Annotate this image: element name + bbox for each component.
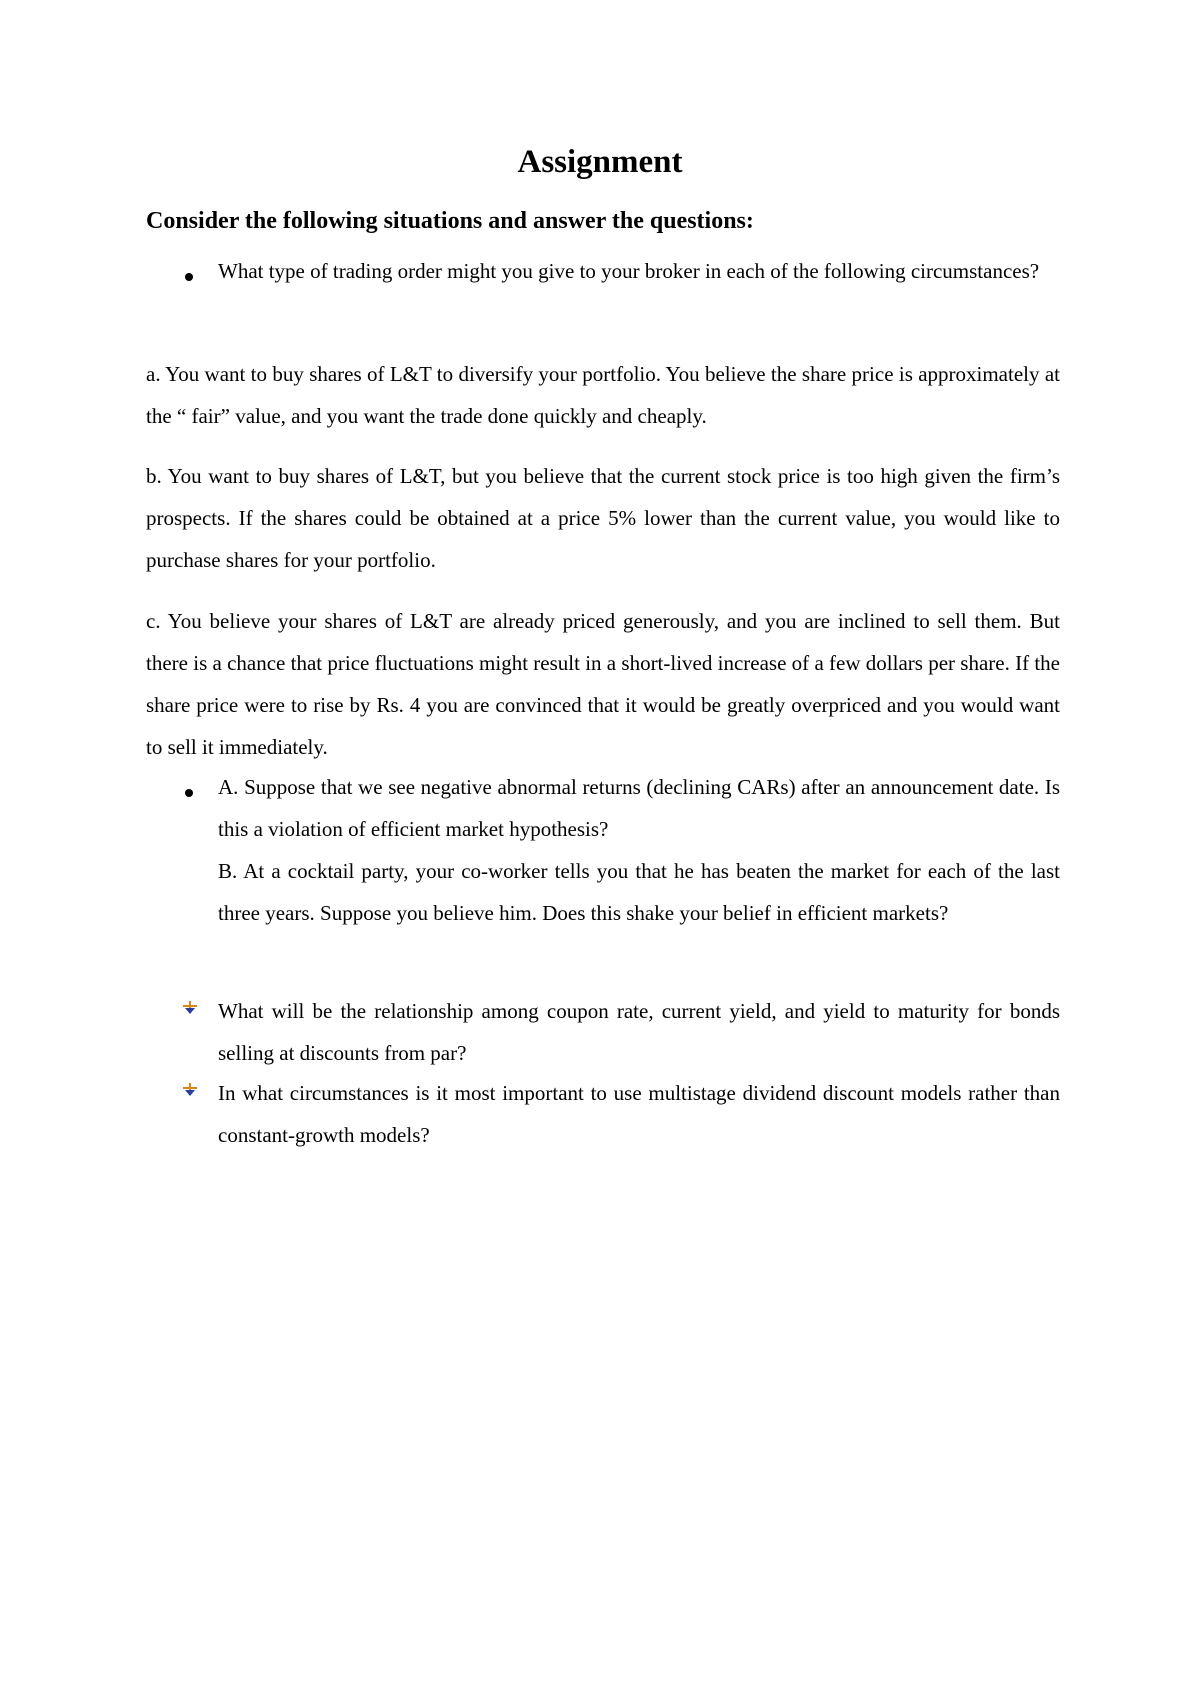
down-arrow-bullet-icon bbox=[182, 1082, 196, 1096]
question-dividend-models: In what circumstances is it most important to use multistage dividend discount models rather than constant-growth models? bbox=[218, 1081, 1060, 1147]
scenario-b: b. You want to buy shares of L&T, but you believe that the current stock price is too high given the firm’s prospects. If the shares could be obtained at a price 5% lower than the current value, you would like to purchase shares for your portfolio. bbox=[146, 464, 1060, 572]
down-arrow-bullet-icon bbox=[182, 1000, 196, 1014]
question-bond-yields: What will be the relationship among coupon rate, current yield, and yield to maturity for bonds selling at discounts from par? bbox=[218, 999, 1060, 1065]
question-abnormal-returns: A. Suppose that we see negative abnormal returns (declining CARs) after an announcement date. Is this a violation of efficient market hypothesis? bbox=[218, 775, 1060, 841]
question-trading-order: What type of trading order might you give to your broker in each of the following circumstances? bbox=[218, 259, 1040, 283]
scenario-a: a. You want to buy shares of L&T to diversify your portfolio. You believe the share price is approximately at the “ fair” value, and you want the trade done quickly and cheaply. bbox=[146, 362, 1060, 428]
instructions-heading: Consider the following situations and answer the questions: bbox=[146, 208, 754, 234]
round-bullet-icon bbox=[182, 270, 196, 284]
question-cocktail-party: B. At a cocktail party, your co-worker tells you that he has beaten the market for each of the last three years. Suppose you believe him. Does this shake your belief in efficient markets? bbox=[218, 859, 1060, 925]
round-bullet-icon bbox=[182, 786, 196, 800]
scenario-c: c. You believe your shares of L&T are already priced generously, and you are inclined to sell them. But there is a chance that price fluctuations might result in a short-lived increase of a few dollars per share. If the share price were to rise by Rs. 4 you are convinced that it would be greatly overpriced and you would want to sell it immediately. bbox=[146, 609, 1060, 759]
page-title: Assignment bbox=[517, 144, 683, 180]
